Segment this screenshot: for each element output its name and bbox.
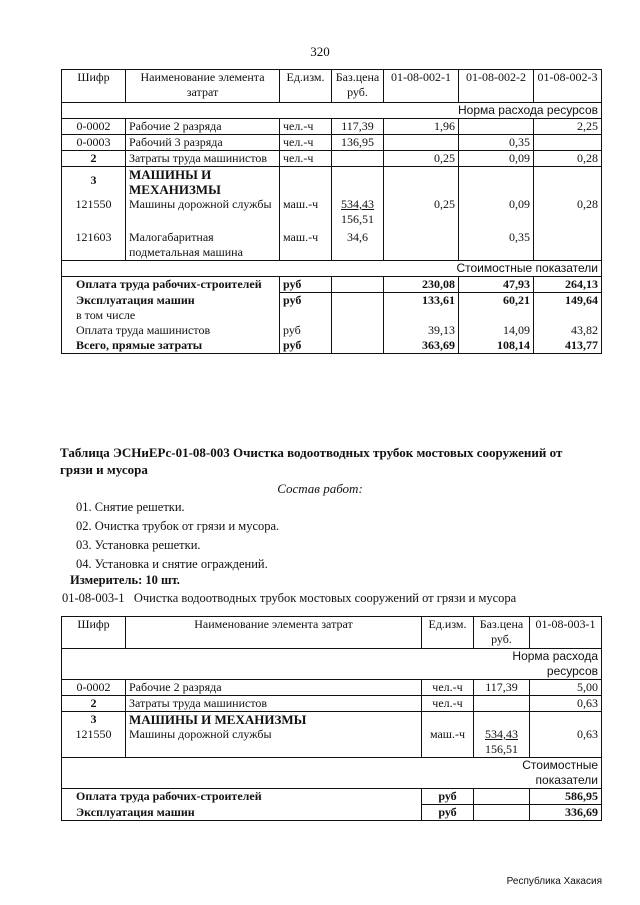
list-item: 02. Очистка трубок от грязи и мусора. xyxy=(76,519,280,533)
cost-v1: 586,95 xyxy=(530,789,602,805)
cell-unit: маш.-ч xyxy=(422,727,474,758)
cell-code: 0-0002 xyxy=(62,119,126,135)
cost-v3: 149,64 xyxy=(534,293,602,323)
cell-name: Затраты труда машинистов xyxy=(126,696,422,712)
cost-unit: руб xyxy=(422,805,474,821)
cost-row xyxy=(62,789,602,805)
cell-price xyxy=(332,151,384,167)
cost-label: Стоимостные показатели xyxy=(384,261,602,277)
cell-v3: 0,28 xyxy=(534,197,602,227)
cell-v1: 1,96 xyxy=(384,119,459,135)
subcode-line: 01-08-003-1 Очистка водоотводных трубок мостовых сооружений от грязи и мусора xyxy=(62,591,517,605)
norm-label-row xyxy=(62,103,602,119)
cell-code: 0-0002 xyxy=(62,680,126,696)
cell-v1: 5,00 xyxy=(530,680,602,696)
cost-unit: руб xyxy=(280,323,332,338)
cell-v1: 0,63 xyxy=(530,727,602,758)
cost-name: Эксплуатация машин xyxy=(62,805,422,821)
cell-price: 117,39 xyxy=(332,119,384,135)
col-header-v1: 01-08-002-1 xyxy=(384,70,459,103)
works-list xyxy=(76,498,279,574)
cost-v2: 47,93 xyxy=(459,277,534,293)
cost-name xyxy=(62,293,280,323)
col-header-v3: 01-08-002-3 xyxy=(534,70,602,103)
cell-v1 xyxy=(384,135,459,151)
cost-row xyxy=(62,805,602,821)
cell-unit: чел.-ч xyxy=(422,696,474,712)
cell-v1: 0,25 xyxy=(384,197,459,227)
col-header-v1: 01-08-003-1 xyxy=(530,617,602,649)
footer-region: Республика Хакасия xyxy=(506,876,602,887)
cost-name: Оплата труда машинистов xyxy=(62,323,280,338)
cost-label-row xyxy=(62,758,602,789)
col-header-code: Шифр xyxy=(62,617,126,649)
table-row xyxy=(62,119,602,135)
cost-v2: 14,09 xyxy=(459,323,534,338)
cell-v2: 0,35 xyxy=(459,135,534,151)
col-header-unit: Ед.изм. xyxy=(422,617,474,649)
resource-table-2 xyxy=(61,616,602,821)
price-labor: 156,51 xyxy=(341,212,374,226)
col-header-price: Баз.цена руб. xyxy=(332,70,384,103)
cost-v1: 363,69 xyxy=(384,338,459,354)
col-header-name: Наименование элемента затрат xyxy=(126,70,280,103)
cell-code: 2 xyxy=(62,151,126,167)
cell-price: 34,6 xyxy=(332,227,384,261)
cell-name: МАШИНЫ И МЕХАНИЗМЫ xyxy=(126,167,280,198)
cost-v1: 39,13 xyxy=(384,323,459,338)
cell-unit: чел.-ч xyxy=(422,680,474,696)
table-row xyxy=(62,197,602,227)
table-row xyxy=(62,696,602,712)
table-row xyxy=(62,727,602,758)
cell-unit: чел.-ч xyxy=(280,151,332,167)
list-item: 03. Установка решетки. xyxy=(76,538,201,552)
cell-name: МАШИНЫ И МЕХАНИЗМЫ xyxy=(126,712,422,728)
table-row xyxy=(62,680,602,696)
col-header-price: Баз.цена руб. xyxy=(474,617,530,649)
cell-code: 121550 xyxy=(62,727,126,758)
page-number: 320 xyxy=(310,44,330,59)
cost-v3: 264,13 xyxy=(534,277,602,293)
cell-unit: чел.-ч xyxy=(280,119,332,135)
cell-v1: 0,25 xyxy=(384,151,459,167)
cell-name: Рабочие 2 разряда xyxy=(126,680,422,696)
table-row-section xyxy=(62,712,602,728)
cell-price xyxy=(474,727,530,758)
cost-v3: 43,82 xyxy=(534,323,602,338)
cell-name: Машины дорожной службы xyxy=(126,197,280,227)
cell-v2: 0,09 xyxy=(459,197,534,227)
list-item: 01. Снятие решетки. xyxy=(76,500,185,514)
cell-code: 2 xyxy=(62,696,126,712)
cost-unit: руб xyxy=(280,293,332,323)
cell-price: 136,95 xyxy=(332,135,384,151)
cell-v2: 0,35 xyxy=(459,227,534,261)
cost-row xyxy=(62,323,602,338)
cost-name: Оплата труда рабочих-строителей xyxy=(62,789,422,805)
cell-code: 121603 xyxy=(62,227,126,261)
cell-v3 xyxy=(534,135,602,151)
cost-unit: руб xyxy=(280,338,332,354)
cell-name: Рабочие 2 разряда xyxy=(126,119,280,135)
cell-v1: 0,63 xyxy=(530,696,602,712)
section-title: Таблица ЭСНиЕРс-01-08-003 Очистка водоотводных трубок мостовых сооружений от грязи и мусора xyxy=(60,445,563,477)
cell-unit: маш.-ч xyxy=(280,197,332,227)
cell-v2 xyxy=(459,119,534,135)
col-header-code: Шифр xyxy=(62,70,126,103)
norm-label: Норма расхода ресурсов xyxy=(474,649,602,680)
cost-label-row xyxy=(62,261,602,277)
cell-code: 121550 xyxy=(62,197,126,227)
cell-v3: 0,28 xyxy=(534,151,602,167)
cost-row xyxy=(62,293,602,323)
cell-unit: маш.-ч xyxy=(280,227,332,261)
cost-label: Стоимостные показатели xyxy=(474,758,602,789)
price-base: 534,43 xyxy=(341,197,374,211)
col-header-name: Наименование элемента затрат xyxy=(126,617,422,649)
cell-price xyxy=(332,197,384,227)
cost-v1: 133,61 xyxy=(384,293,459,323)
cell-code: 3 xyxy=(62,712,126,728)
cell-name: Малогабаритная подметальная машина xyxy=(126,227,280,261)
cost-v2: 60,21 xyxy=(459,293,534,323)
cost-v1: 336,69 xyxy=(530,805,602,821)
norm-label-row xyxy=(62,649,602,680)
measure: Измеритель: 10 шт. xyxy=(70,573,180,587)
cost-v3: 413,77 xyxy=(534,338,602,354)
cell-name: Затраты труда машинистов xyxy=(126,151,280,167)
table-row-section xyxy=(62,167,602,198)
cost-name: Оплата труда рабочих-строителей xyxy=(62,277,280,293)
cost-name-main: Эксплуатация машин xyxy=(76,292,195,307)
cost-unit: руб xyxy=(422,789,474,805)
cost-v1: 230,08 xyxy=(384,277,459,293)
cost-v2: 108,14 xyxy=(459,338,534,354)
price-base: 534,43 xyxy=(485,727,518,741)
cell-code: 3 xyxy=(62,167,126,198)
cost-row xyxy=(62,277,602,293)
cell-v1 xyxy=(384,227,459,261)
cell-v3: 2,25 xyxy=(534,119,602,135)
table-header-row xyxy=(62,617,602,649)
resource-table-1 xyxy=(61,69,602,354)
col-header-v2: 01-08-002-2 xyxy=(459,70,534,103)
cost-name: Всего, прямые затраты xyxy=(62,338,280,354)
price-labor: 156,51 xyxy=(485,742,518,756)
cell-unit: чел.-ч xyxy=(280,135,332,151)
col-header-unit: Ед.изм. xyxy=(280,70,332,103)
norm-label: Норма расхода ресурсов xyxy=(384,103,602,119)
works-heading: Состав работ: xyxy=(277,481,363,496)
table-header-row xyxy=(62,70,602,103)
cell-name: Машины дорожной службы xyxy=(126,727,422,758)
table-row xyxy=(62,151,602,167)
cell-code: 0-0003 xyxy=(62,135,126,151)
cell-name: Рабочий 3 разряда xyxy=(126,135,280,151)
cost-row xyxy=(62,338,602,354)
cell-v2: 0,09 xyxy=(459,151,534,167)
table-row xyxy=(62,135,602,151)
cell-v3 xyxy=(534,227,602,261)
table-row xyxy=(62,227,602,261)
list-item: 04. Установка и снятие ограждений. xyxy=(76,557,268,571)
cell-price xyxy=(474,696,530,712)
cell-price: 117,39 xyxy=(474,680,530,696)
cost-unit: руб xyxy=(280,277,332,293)
cost-name-sub: в том числе xyxy=(76,307,136,322)
